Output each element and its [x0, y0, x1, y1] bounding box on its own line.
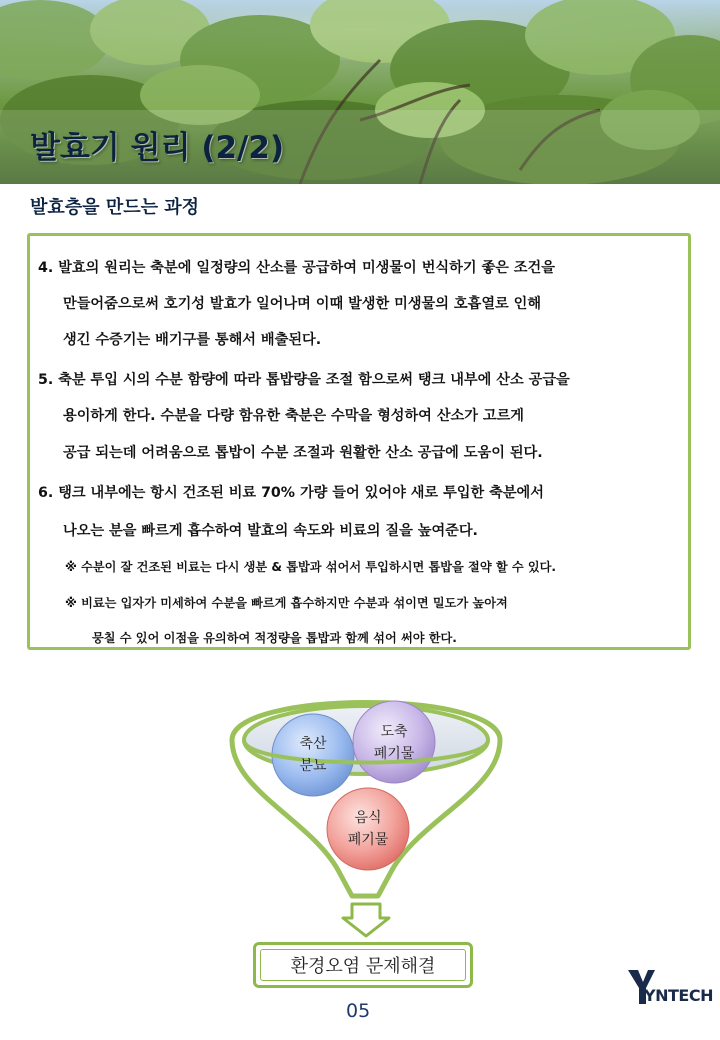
circle-label: 폐기물 — [373, 746, 415, 762]
circle-label: 도축 — [380, 724, 408, 740]
circle-label: 축산 — [299, 736, 327, 752]
down-arrow-icon — [343, 904, 389, 936]
page-title: 발효기 원리 (2/2) — [30, 130, 285, 166]
logo-text: YNTECH — [644, 986, 713, 1005]
content-line: 생긴 수증기는 배기구를 통해서 배출된다. — [63, 332, 322, 348]
content-note: ※ 수분이 잘 건조된 비료는 다시 생분 & 톱밥과 섞어서 투입하시면 톱밥을 절약 할 수 있다. — [65, 560, 557, 574]
content-box — [27, 233, 691, 650]
content-line: 4. 발효의 원리는 축분에 일정량의 산소를 공급하여 미생물이 번식하기 좋은 조건을 — [38, 260, 555, 276]
circle-livestock-manure — [272, 714, 354, 796]
circle-label: 폐기물 — [347, 832, 389, 848]
content-line: 용이하게 한다. 수분을 다량 함유한 축분은 수막을 형성하여 산소가 고르게 — [63, 408, 524, 424]
content-line: 만들어줌으로써 호기성 발효가 일어나며 이때 발생한 미생물의 호흡열로 인해 — [63, 296, 542, 312]
content-note: ※ 비료는 입자가 미세하여 수분을 빠르게 흡수하지만 수분과 섞이면 밀도가 높아져 — [65, 596, 508, 610]
result-box — [253, 942, 473, 988]
header-banner — [0, 0, 720, 184]
result-label: 환경오염 문제해결 — [260, 949, 466, 981]
content-line: 공급 되는데 어려움으로 톱밥이 수분 조절과 원활한 산소 공급에 도움이 된다. — [63, 445, 543, 461]
content-note: 뭉칠 수 있어 이점을 유의하여 적정량을 톱밥과 함께 섞어 써야 한다. — [92, 631, 457, 645]
circle-slaughter-waste — [353, 701, 435, 783]
content-line: 6. 탱크 내부에는 항시 건조된 비료 70% 가량 들어 있어야 새로 투입한 축분에서 — [38, 485, 544, 501]
company-logo — [626, 966, 716, 1006]
circle-label: 분뇨 — [299, 758, 327, 774]
circle-label: 음식 — [354, 810, 382, 826]
section-title: 발효층을 만드는 과정 — [30, 197, 200, 218]
content-line: 5. 축분 투입 시의 수분 함량에 따라 톱밥량을 조절 함으로써 탱크 내부에 산소 공급을 — [38, 372, 570, 388]
circle-food-waste — [327, 788, 409, 870]
content-line: 나오는 분을 빠르게 흡수하여 발효의 속도와 비료의 질을 높여준다. — [63, 523, 478, 539]
page-number: 05 — [346, 1000, 371, 1022]
